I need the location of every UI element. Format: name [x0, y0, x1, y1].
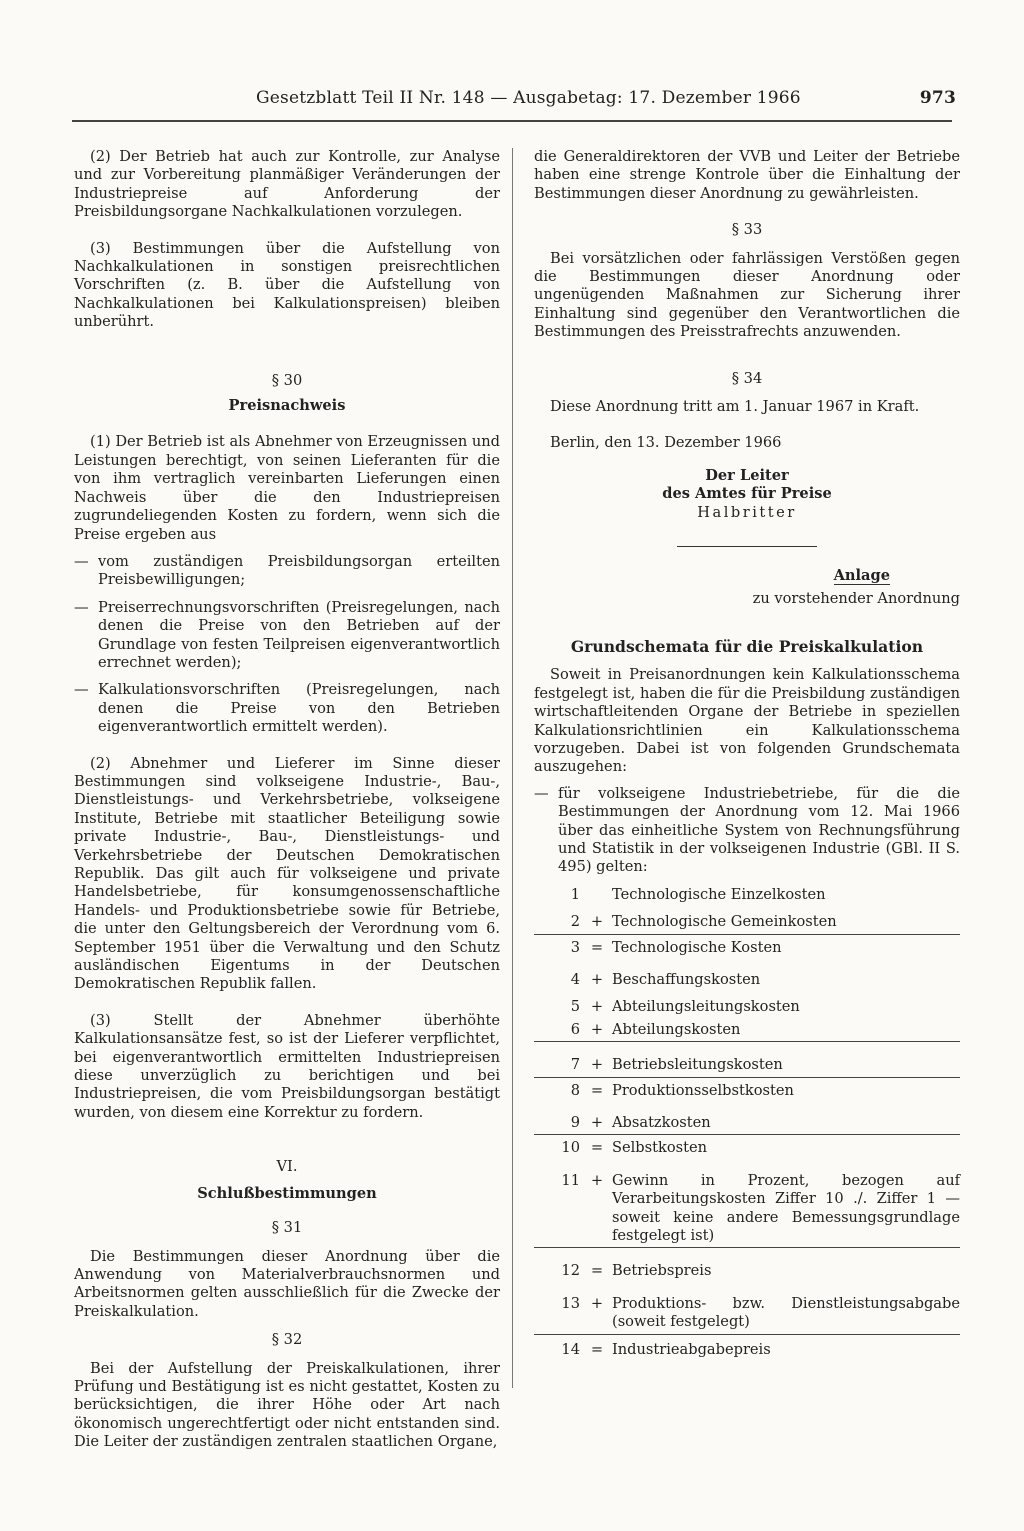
- section-31-heading: § 31: [271, 1219, 303, 1237]
- row-label: Abteilungsleitungskosten: [612, 998, 800, 1016]
- row-number: 11: [561, 1171, 580, 1189]
- table-row: [534, 998, 960, 1016]
- paragraph-33: Bei vorsätzlichen oder fahrlässigen Verstößen gegen die Bestimmungen dieser Anordnung oder ungenügenden Maßnahmen zur Sicherung ihrer Einhaltung sind gegenüber den Verantwortlichen die Bestimmungen des Preisstrafrechts anzuwenden.: [534, 249, 960, 341]
- row-operator: +: [590, 913, 604, 931]
- paragraph-29-2: (2) Der Betrieb hat auch zur Kontrolle, zur Analyse und zur Vorbereitung planmäßiger Veränderungen der Industriepreise auf Anforderung der Preisbildungsorgane Nachkalkulationen vorzulegen.: [74, 148, 500, 221]
- annex-label: Anlage: [833, 567, 890, 585]
- row-operator: +: [590, 1020, 604, 1038]
- list-item-text: Kalkulationsvorschriften (Preisregelungen, nach denen die Preise von den Betrieben eigenverantwortlich ermittelt werden).: [98, 681, 500, 736]
- table-row: [534, 1114, 960, 1135]
- paragraph-30-2: (2) Abnehmer und Lieferer im Sinne dieser Bestimmungen sind volkseigene Industrie-, Bau-, Dienstleistungs- und Verkehrsbetriebe, volkseigene Institute, Betriebe mit staatlicher Beteiligung sowie private Industrie-, Bau-, Dienstleistungs- und Verkehrsbetriebe der Deutschen Demokratischen Republik. Das gilt auch für volkseigene und private Handelsbetriebe, für konsumgenossenschaftliche Handels- und Produktionsbetriebe sowie für Betriebe, die unter den Geltungsbereich der Verordnung vom 6. September 1951 über die Verwaltung und den Schutz ausländischen Eigentums in der Deutschen Demokratischen Republik fallen.: [74, 754, 500, 993]
- section-30-heading: § 30: [271, 371, 303, 389]
- row-number: 5: [570, 998, 580, 1016]
- left-column: [74, 148, 500, 1452]
- row-number: 13: [561, 1294, 580, 1312]
- row-operator: +: [590, 971, 604, 988]
- list-item-text: vom zuständigen Preisbildungsorgan erteilten Preisbewilligungen;: [98, 552, 500, 589]
- signature-rule: [677, 546, 817, 547]
- page-number: 973: [919, 88, 956, 108]
- row-label: Technologische Einzelkosten: [612, 885, 826, 903]
- row-operator: =: [590, 938, 604, 956]
- paragraph-31: Die Bestimmungen dieser Anordnung über die Anwendung von Materialverbrauchsnormen und Arbeitsnormen gelten ausschließlich für die Zwecke der Preiskalkulation.: [74, 1247, 500, 1320]
- calculation-schema-table: [534, 886, 960, 1359]
- list-item: [74, 681, 500, 736]
- table-row: [534, 1341, 960, 1359]
- paragraph-29-3: (3) Bestimmungen über die Aufstellung von Nachkalkulationen in sonstigen preisrechtlichen Vorschriften (z. B. über die Aufstellung von Nachkalkulationen bei Kalkulationspreisen) bleiben unberührt.: [74, 239, 500, 331]
- row-label: Technologische Gemeinkosten: [612, 913, 837, 931]
- dash-marker: —: [534, 784, 549, 802]
- row-number: 10: [561, 1139, 580, 1157]
- paragraph-32-continued: die Generaldirektoren der VVB und Leiter der Betriebe haben eine strenge Kontrole über die Einhaltung der Bestimmungen dieser Anordnung zu gewährleisten.: [534, 148, 960, 202]
- section-32-heading: § 32: [271, 1331, 303, 1349]
- row-label: Abteilungskosten: [612, 1020, 741, 1038]
- row-number: 1: [570, 885, 580, 903]
- row-label: Produktions- bzw. Dienstleistungsabgabe (soweit festgelegt): [612, 1294, 960, 1331]
- row-operator: +: [590, 1294, 604, 1312]
- schema-intro: Soweit in Preisanordnungen kein Kalkulationsschema festgelegt ist, haben die für die Preisbildung zuständigen wirtschaftleitenden Organe der Betriebe in speziellen Kalkulationsrichtlinien ein Kalkulationsschema vorzugeben. Dabei ist von folgenden Grundschemata auszugehen:: [534, 666, 960, 776]
- table-row: [534, 1139, 960, 1157]
- column-divider: [512, 148, 513, 1388]
- paragraph-30-1: (1) Der Betrieb ist als Abnehmer von Erzeugnissen und Leistungen berechtigt, von seinen Lieferanten für die von ihm vertraglich vereinbarten Lieferungen einen Nachweis über die den Industriepreisen zugrundeliegenden Kosten zu fordern, wenn sich die Preise ergeben aus: [74, 433, 500, 543]
- row-label: Technologische Kosten: [612, 938, 782, 956]
- row-number: 9: [570, 1114, 580, 1132]
- dash-marker: —: [74, 598, 89, 616]
- table-row: [534, 913, 960, 934]
- row-label: Absatzkosten: [612, 1114, 711, 1132]
- schema-list-item-text: für volkseigene Industriebetriebe, für die die Bestimmungen der Anordnung vom 12. Mai 1966 über das einheitliche System von Rechnungsführung und Statistik in der volkseigenen Industrie (GBl. II S. 495) gelten:: [558, 784, 960, 876]
- row-operator: =: [590, 1139, 604, 1157]
- paragraph-30-3: (3) Stellt der Abnehmer überhöhte Kalkulationsansätze fest, so ist der Lieferer verpflichtet, bei eigenverantwortlich ermittelten Industriepreisen diese unverzüglich zu berichtigen und bei Industriepreisen, die vom Preisbildungsorgan bestätigt wurden, von diesem eine Korrektur zu fordern.: [74, 1011, 500, 1121]
- row-number: 6: [570, 1020, 580, 1038]
- place-date: Berlin, den 13. Dezember 1966: [550, 434, 782, 452]
- table-row: [534, 886, 960, 904]
- section-30-title: Preisnachweis: [228, 397, 346, 415]
- row-operator: =: [590, 1081, 604, 1099]
- row-label: Betriebspreis: [612, 1262, 712, 1280]
- row-number: 4: [570, 971, 580, 988]
- table-row: [534, 939, 960, 957]
- table-row: [534, 1262, 960, 1280]
- signature-name: Halbritter: [697, 503, 797, 521]
- row-label: Selbstkosten: [612, 1139, 708, 1157]
- row-number: 12: [561, 1262, 580, 1280]
- annex-title: [534, 567, 960, 585]
- header-title: Gesetzblatt Teil II Nr. 148 — Ausgabetag: 17. Dezember 1966: [256, 88, 801, 108]
- part-vi-numeral: VI.: [276, 1158, 298, 1176]
- schema-title: Grundschemata für die Preiskalkulation: [570, 636, 924, 656]
- row-operator: +: [590, 1056, 604, 1074]
- signature-title-1: Der Leiter: [705, 466, 789, 484]
- row-label: Produktionsselbstkosten: [612, 1081, 794, 1099]
- row-number: 2: [570, 913, 580, 931]
- row-label: Betriebsleitungskosten: [612, 1056, 783, 1074]
- table-row: [534, 1021, 960, 1042]
- signature-title-2: des Amtes für Preise: [662, 485, 832, 503]
- row-number: 3: [570, 938, 580, 956]
- row-label: Industrieabgabepreis: [612, 1340, 771, 1358]
- schema-list-item: [534, 785, 960, 877]
- row-label: Gewinn in Prozent, bezogen auf Verarbeitungskosten Ziffer 10 ./. Ziffer 1 — soweit keine andere Bemessungsgrundlage festgelegt ist): [612, 1171, 960, 1245]
- header-rule: [72, 120, 952, 122]
- part-vi-title: Schlußbestimmungen: [197, 1184, 377, 1202]
- row-number: 14: [561, 1340, 580, 1358]
- table-row: [534, 1082, 960, 1100]
- table-row: [534, 1172, 960, 1249]
- list-item: [74, 599, 500, 673]
- paragraph-34: Diese Anordnung tritt am 1. Januar 1967 in Kraft.: [550, 398, 920, 416]
- list-item-text: Preiserrechnungsvorschriften (Preisregelungen, nach denen die Preise von den Betrieben auf der Grundlage von festen Teilpreisen eigenverantwortlich errechnet werden);: [98, 598, 500, 671]
- row-operator: +: [590, 998, 604, 1016]
- row-label: Beschaffungskosten: [612, 971, 761, 988]
- right-column: [534, 148, 960, 1359]
- table-row: [534, 1056, 960, 1077]
- list-item: [74, 553, 500, 590]
- section-34-heading: § 34: [731, 369, 763, 387]
- row-operator: =: [590, 1262, 604, 1280]
- table-row: [534, 1295, 960, 1335]
- table-row: [534, 971, 960, 989]
- paragraph-32: Bei der Aufstellung der Preiskalkulationen, ihrer Prüfung und Bestätigung ist es nicht gestattet, Kosten zu berücksichtigen, die ihrer Höhe oder Art nach ökonomisch ungerechtfertigt oder nicht entstanden sind. Die Leiter der zuständigen zentralen staatlichen Organe,: [74, 1359, 500, 1451]
- dash-marker: —: [74, 552, 89, 570]
- section-33-heading: § 33: [731, 221, 763, 239]
- row-number: 7: [570, 1056, 580, 1074]
- row-number: 8: [570, 1081, 580, 1099]
- row-operator: =: [590, 1340, 604, 1358]
- row-operator: +: [590, 1171, 604, 1189]
- annex-subtitle: zu vorstehender Anordnung: [752, 589, 960, 607]
- row-operator: +: [590, 1114, 604, 1132]
- dash-marker: —: [74, 681, 89, 699]
